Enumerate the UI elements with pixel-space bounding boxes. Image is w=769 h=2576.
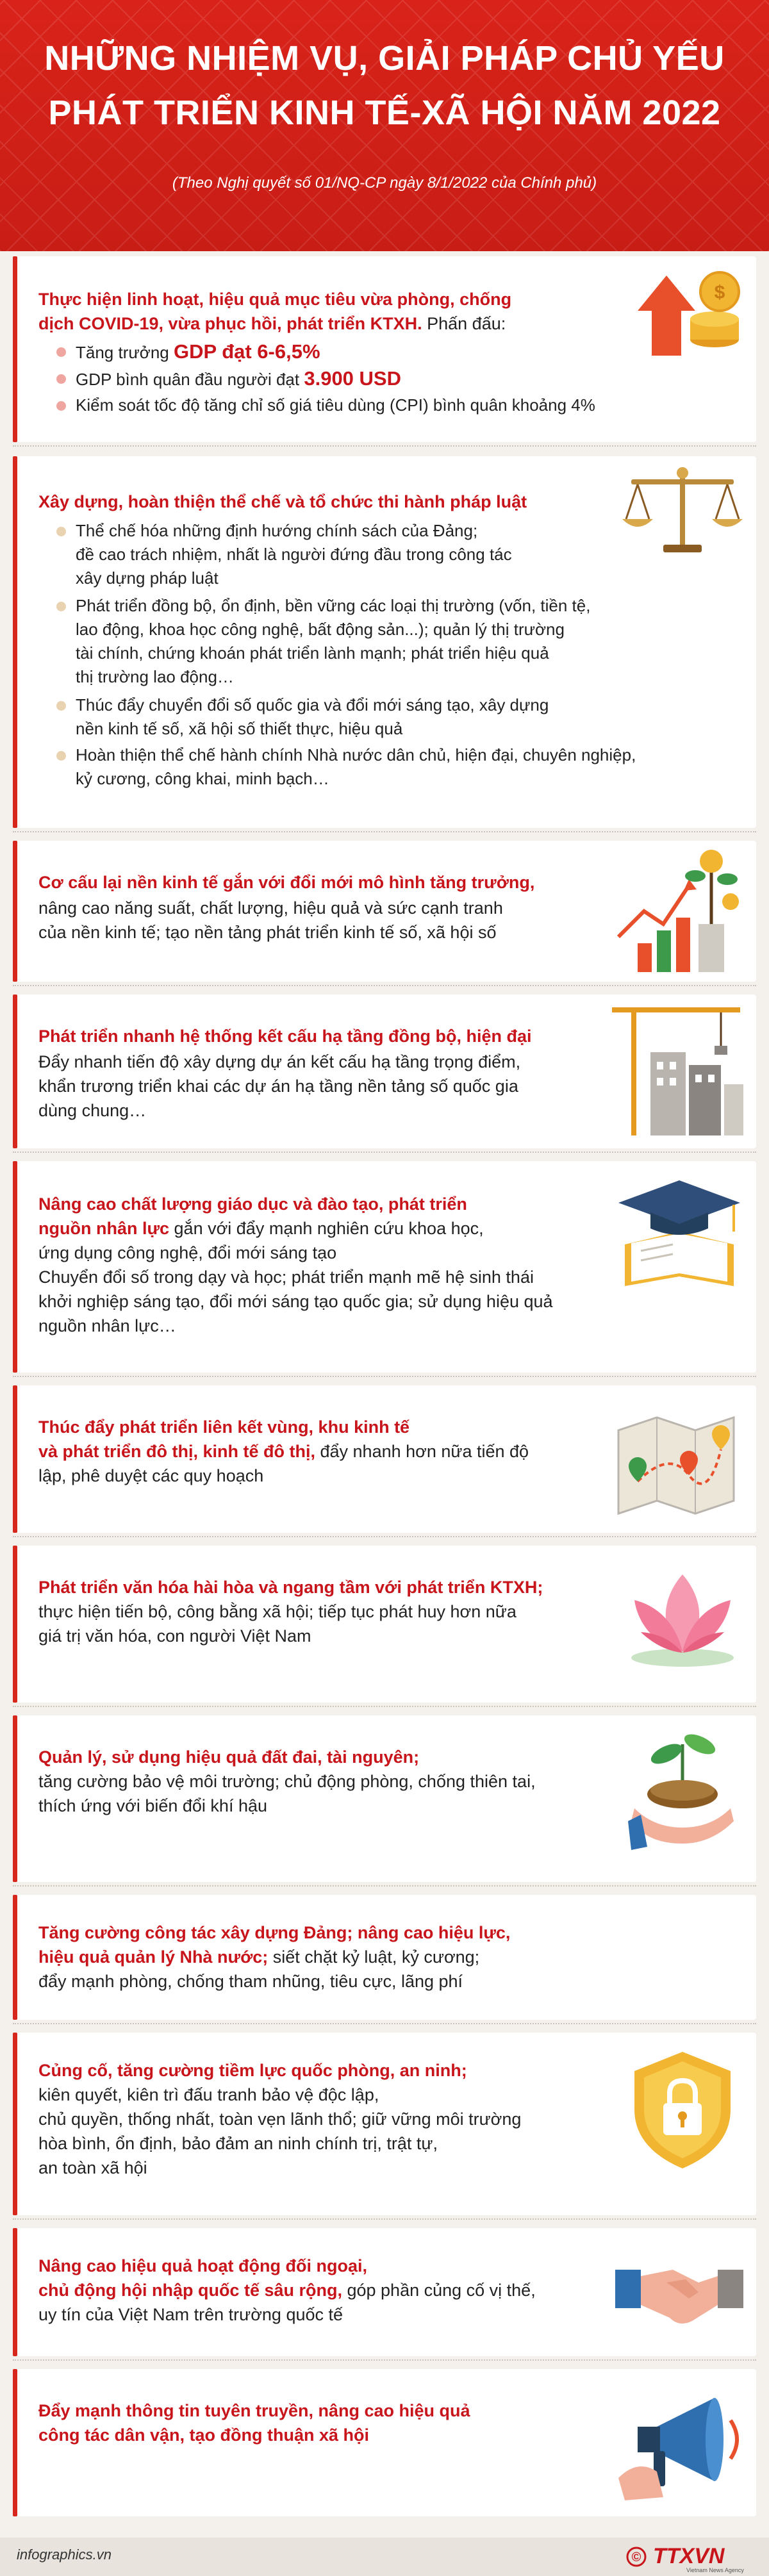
section-body: Đẩy nhanh tiến độ xây dựng dự án kết cấu hạ tầng trọng điểm, khẩn trương triển khai các dự án hạ tầng nền tảng số quốc gia dùng chung… bbox=[38, 1052, 521, 1120]
footer bbox=[0, 2538, 769, 2576]
section-culture bbox=[13, 1546, 756, 1703]
section-regional-linkage bbox=[13, 1385, 756, 1533]
section-body: thực hiện tiến bộ, công bằng xã hội; tiếp tục phát huy hơn nữa giá trị văn hóa, con người Việt Nam bbox=[38, 1602, 517, 1646]
svg-text:TTXVN: TTXVN bbox=[653, 2544, 725, 2568]
section-heading-2: dịch COVID-19, vừa phục hồi, phát triển KTXH. Phấn đấu: bbox=[38, 314, 506, 333]
header-banner bbox=[0, 0, 769, 251]
svg-text:Vietnam News Agency: Vietnam News Agency bbox=[686, 2567, 744, 2573]
bullet-1: Thể chế hóa những định hướng chính sách của Đảng; đề cao trách nhiệm, nhất là người đứng đầu trong công tác xây dựng pháp luật bbox=[76, 519, 512, 590]
section-communication bbox=[13, 2369, 756, 2516]
section-heading: Nâng cao chất lượng giáo dục và đào tạo, phát triển bbox=[38, 1194, 467, 1214]
section-accent-bar bbox=[13, 1161, 17, 1373]
construction-crane-icon bbox=[606, 995, 747, 1142]
section-accent-bar bbox=[13, 1385, 17, 1533]
growth-arrow-coins-icon bbox=[625, 263, 747, 359]
section-infrastructure bbox=[13, 995, 756, 1148]
divider bbox=[13, 2218, 756, 2220]
divider bbox=[13, 1706, 756, 1707]
bullet-gdp-per-capita: GDP bình quân đầu người đạt 3.900 USD bbox=[76, 367, 401, 392]
divider bbox=[13, 1152, 756, 1153]
section-accent-bar bbox=[13, 456, 17, 828]
ttxvn-logo bbox=[625, 2539, 753, 2575]
bullet-2: Phát triển đồng bộ, ổn định, bền vững các loại thị trường (vốn, tiền tệ, lao động, khoa học công nghệ, bất động sản...); quản lý thị trường tài chính, chứng khoán phát triển lành mạnh; phát triển hiệu quả thị trường lao động… bbox=[76, 594, 590, 689]
section-body: tăng cường bảo vệ môi trường; chủ động phòng, chống thiên tai, thích ứng với biến đổi khí hậu bbox=[38, 1772, 536, 1815]
section-heading: Thực hiện linh hoạt, hiệu quả mục tiêu vừa phòng, chống bbox=[38, 290, 512, 309]
bullet-cpi: Kiểm soát tốc độ tăng chỉ số giá tiêu dùng (CPI) bình quân khoảng 4% bbox=[76, 393, 595, 417]
section-accent-bar bbox=[13, 1715, 17, 1882]
section-foreign-affairs bbox=[13, 2228, 756, 2356]
section-education bbox=[13, 1161, 756, 1373]
section-heading-2: hiệu quả quản lý Nhà nước; siết chặt kỷ luật, kỷ cương; bbox=[38, 1947, 480, 1967]
section-heading: Cơ cấu lại nền kinh tế gắn với đổi mới mô hình tăng trưởng, bbox=[38, 873, 535, 892]
section-growth-targets bbox=[13, 256, 756, 442]
bullet-4: Hoàn thiện thể chế hành chính Nhà nước dân chủ, hiện đại, chuyên nghiệp, kỷ cương, công khai, minh bạch… bbox=[76, 743, 636, 791]
section-heading: Tăng cường công tác xây dựng Đảng; nâng cao hiệu lực, bbox=[38, 1923, 511, 1942]
section-body: uy tín của Việt Nam trên trường quốc tế bbox=[38, 2305, 343, 2324]
hand-plant-icon bbox=[622, 1719, 743, 1853]
section-heading-2: công tác dân vận, tạo đồng thuận xã hội bbox=[38, 2425, 370, 2445]
section-accent-bar bbox=[13, 256, 17, 442]
page-title-line2: PHÁT TRIỂN KINH TẾ-XÃ HỘI NĂM 2022 bbox=[48, 94, 721, 132]
bullet-gdp-growth: Tăng trưởng GDP đạt 6-6,5% bbox=[76, 340, 320, 365]
scales-of-justice-icon bbox=[618, 463, 747, 559]
section-accent-bar bbox=[13, 995, 17, 1148]
section-body: kiên quyết, kiên trì đấu tranh bảo vệ độc lập, chủ quyền, thống nhất, toàn vẹn lãnh thổ; giữ vững môi trường hòa bình, ổn định, bảo đảm an ninh chính trị, trật tự, an toàn xã hội bbox=[38, 2085, 522, 2177]
section-heading-2: và phát triển đô thị, kinh tế đô thị, đẩy nhanh hơn nữa tiến độ bbox=[38, 1442, 529, 1461]
page-subtitle: (Theo Nghị quyết số 01/NQ-CP ngày 8/1/2022 của Chính phủ) bbox=[172, 174, 597, 192]
section-institutions bbox=[13, 456, 756, 828]
section-party-building bbox=[13, 1895, 756, 2020]
bullet-3: Thúc đẩy chuyển đổi số quốc gia và đổi mới sáng tạo, xây dựng nền kinh tế số, xã hội số thiết thực, hiệu quả bbox=[76, 693, 549, 741]
divider bbox=[13, 1376, 756, 1377]
section-heading: Đẩy mạnh thông tin tuyên truyền, nâng cao hiệu quả bbox=[38, 2401, 470, 2420]
divider bbox=[13, 2023, 756, 2024]
svg-text:©: © bbox=[631, 2550, 641, 2564]
graduation-book-icon bbox=[612, 1174, 747, 1302]
section-heading: Thúc đẩy phát triển liên kết vùng, khu kinh tế bbox=[38, 1417, 410, 1437]
lotus-flower-icon bbox=[622, 1562, 743, 1677]
shield-lock-icon bbox=[625, 2045, 740, 2174]
divider bbox=[13, 985, 756, 986]
section-heading-2: chủ động hội nhập quốc tế sâu rộng, góp phần củng cố vị thế, bbox=[38, 2281, 536, 2300]
divider bbox=[13, 445, 756, 447]
section-heading: Củng cố, tăng cường tiềm lực quốc phòng, an ninh; bbox=[38, 2061, 467, 2080]
section-heading-2: nguồn nhân lực gắn với đẩy mạnh nghiên cứu khoa học, bbox=[38, 1219, 484, 1238]
section-accent-bar bbox=[13, 2369, 17, 2516]
handshake-icon bbox=[615, 2244, 743, 2340]
section-body: nâng cao năng suất, chất lượng, hiệu quả và sức cạnh tranh của nền kinh tế; tạo nền tảng phát triển kinh tế số, xã hội số bbox=[38, 898, 503, 942]
divider bbox=[13, 1885, 756, 1887]
map-pins-icon bbox=[612, 1398, 740, 1520]
section-accent-bar bbox=[13, 1895, 17, 2020]
section-land-resources bbox=[13, 1715, 756, 1882]
megaphone-icon bbox=[618, 2382, 747, 2504]
svg-text:$: $ bbox=[714, 282, 725, 303]
page-title-line1: NHỮNG NHIỆM VỤ, GIẢI PHÁP CHỦ YẾU bbox=[44, 39, 725, 78]
section-body: ứng dụng công nghệ, đổi mới sáng tạo Chuyển đổi số trong dạy và học; phát triển mạnh mẽ hệ sinh thái khởi nghiệp sáng tạo, đổi mới sáng tạo quốc gia; sử dụng hiệu quả nguồn nhân lực… bbox=[38, 1243, 553, 1335]
section-body: lập, phê duyệt các quy hoạch bbox=[38, 1466, 264, 1485]
divider bbox=[13, 1536, 756, 1537]
section-accent-bar bbox=[13, 2033, 17, 2215]
divider bbox=[13, 831, 756, 832]
money-tree-chart-icon bbox=[612, 841, 747, 978]
section-defense-security bbox=[13, 2033, 756, 2215]
section-body: đẩy mạnh phòng, chống tham nhũng, tiêu cực, lãng phí bbox=[38, 1972, 463, 1991]
section-restructure-economy bbox=[13, 841, 756, 982]
divider bbox=[13, 2359, 756, 2361]
footer-site-link[interactable]: infographics.vn bbox=[17, 2547, 112, 2563]
section-heading: Phát triển văn hóa hài hòa và ngang tầm với phát triển KTXH; bbox=[38, 1578, 543, 1597]
section-heading: Phát triển nhanh hệ thống kết cấu hạ tầng đồng bộ, hiện đại bbox=[38, 1027, 532, 1046]
section-accent-bar bbox=[13, 2228, 17, 2356]
section-accent-bar bbox=[13, 1546, 17, 1703]
section-heading: Quản lý, sử dụng hiệu quả đất đai, tài nguyên; bbox=[38, 1747, 420, 1767]
section-accent-bar bbox=[13, 841, 17, 982]
section-heading: Nâng cao hiệu quả hoạt động đối ngoại, bbox=[38, 2256, 367, 2275]
section-heading: Xây dựng, hoàn thiện thể chế và tổ chức thi hành pháp luật bbox=[38, 492, 527, 511]
